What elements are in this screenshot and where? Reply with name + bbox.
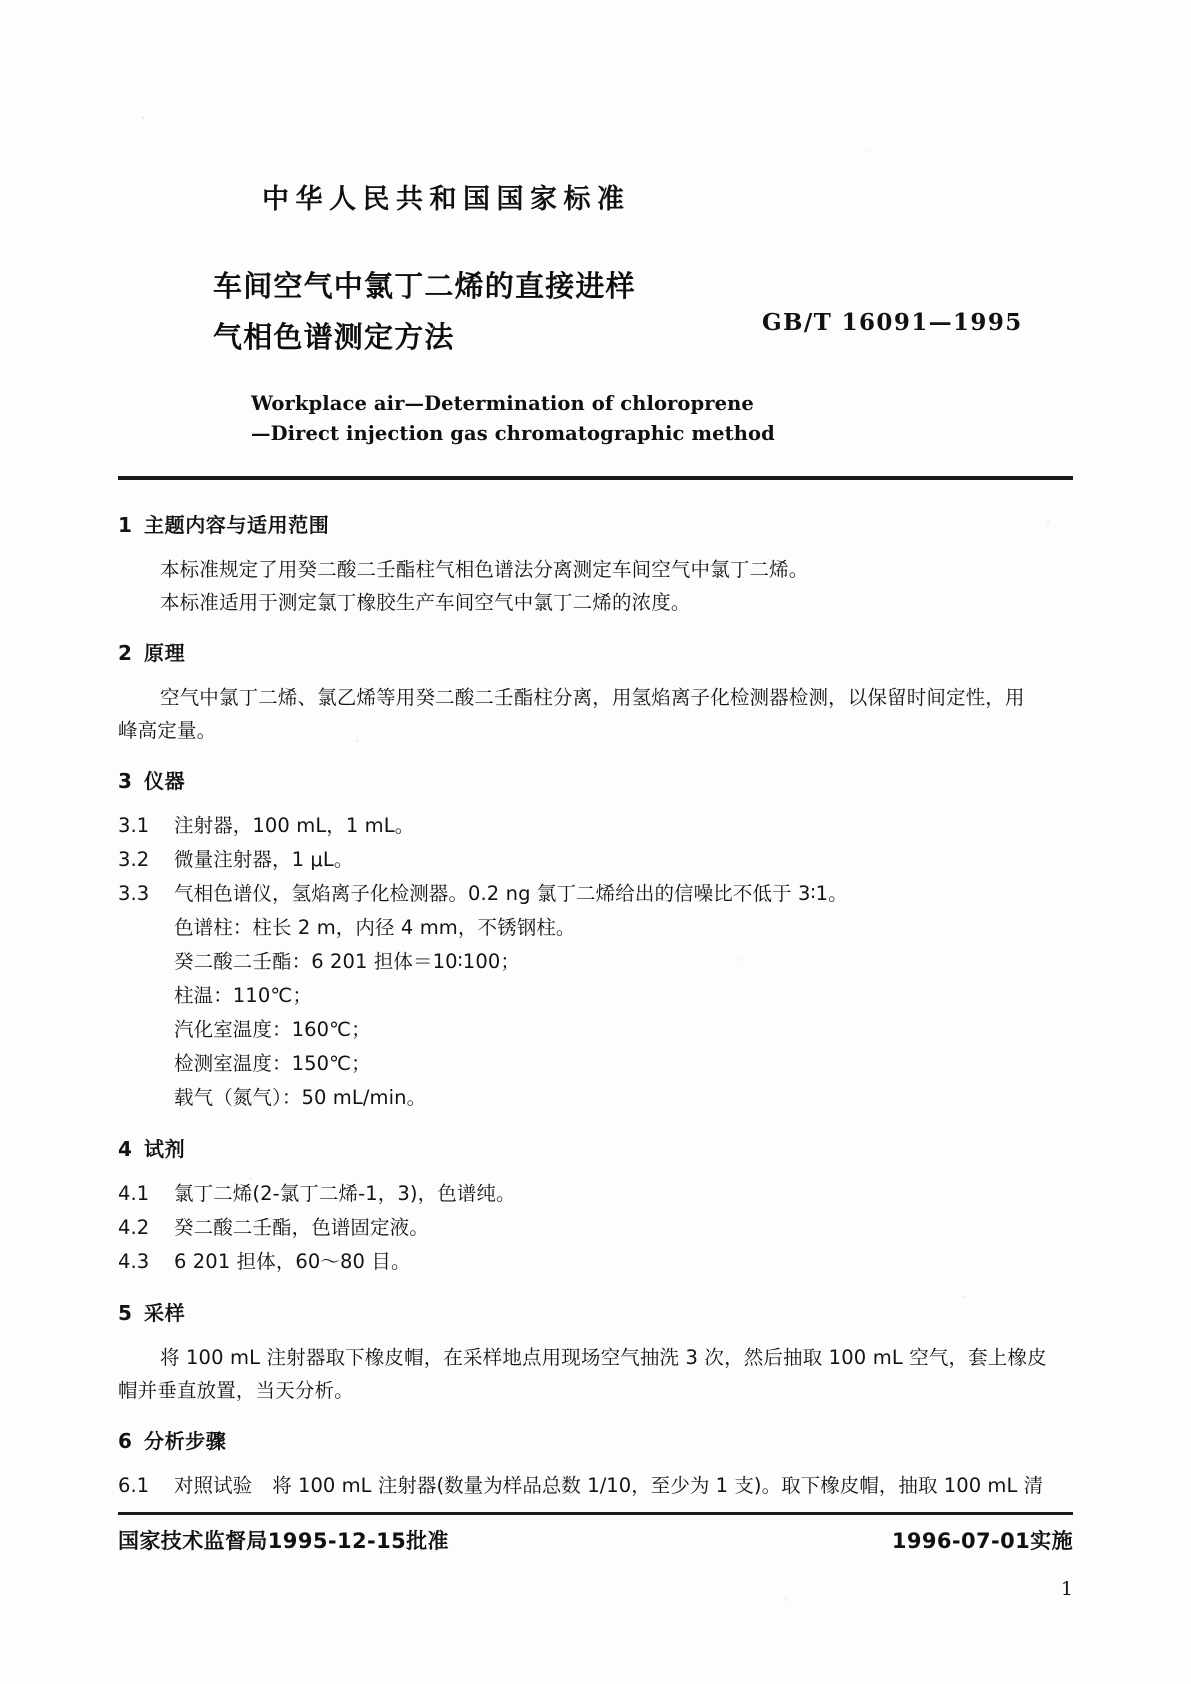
page-title <box>213 261 636 363</box>
clause-4-1 <box>118 1177 1073 1211</box>
clause-6-1-label: 6.1 <box>118 1474 150 1497</box>
section-title-4: 试剂 <box>144 1137 186 1161</box>
header-divider-rule <box>118 476 1073 480</box>
page-title-line-1: 车间空气中氯丁二烯的直接进样 <box>213 269 636 303</box>
clause-3-3-label: 3.3 <box>118 882 150 905</box>
clause-3-3-carrier-gas: 载气（氮气）：50 mL/min。 <box>174 1086 427 1109</box>
section-heading-4 <box>118 1132 1073 1166</box>
section-1-paragraph-1: 本标准规定了用癸二酸二壬酯柱气相色谱法分离测定车间空气中氯丁二烯。 <box>160 558 809 581</box>
clause-3-3-stationary-phase: 癸二酸二壬酯：6 201 担体＝10∶100； <box>174 950 520 973</box>
clause-3-2-text: 微量注射器，1 μL。 <box>174 848 354 871</box>
document-header <box>0 186 1191 449</box>
section-title-6: 分析步骤 <box>144 1429 227 1453</box>
approval-statement: 国家技术监督局1995-12-15批准 <box>118 1529 449 1553</box>
clause-4-1-label: 4.1 <box>118 1182 150 1205</box>
section-number-5: 5 <box>118 1301 133 1325</box>
section-heading-1 <box>118 508 1073 542</box>
clause-4-1-text: 氯丁二烯(2-氯丁二烯-1，3)，色谱纯。 <box>174 1182 516 1205</box>
clause-4-3-label: 4.3 <box>118 1250 150 1273</box>
section-2-paragraph-1: 空气中氯丁二烯、氯乙烯等用癸二酸二壬酯柱分离，用氢焰离子化检测器检测，以保留时间定性，用 <box>160 686 1025 709</box>
clause-4-2-text: 癸二酸二壬酯，色谱固定液。 <box>174 1216 429 1239</box>
clause-3-3 <box>118 877 1073 911</box>
clause-3-3-column-spec: 色谱柱：柱长 2 m，内径 4 mm，不锈钢柱。 <box>174 916 576 939</box>
section-1-paragraph-2: 本标准适用于测定氯丁橡胶生产车间空气中氯丁二烯的浓度。 <box>160 591 691 614</box>
section-title-3: 仪器 <box>144 769 186 793</box>
title-row <box>0 261 1191 367</box>
section-5-paragraph-1: 将 100 mL 注射器取下橡皮帽，在采样地点用现场空气抽洗 3 次，然后抽取 100 mL 空气，套上橡皮 <box>160 1346 1047 1369</box>
page-number: 1 <box>1060 1578 1073 1600</box>
clause-3-3-injector-temperature: 汽化室温度：160℃； <box>174 1018 371 1041</box>
english-title-line-2: —Direct injection gas chromatographic method <box>251 422 775 445</box>
section-title-1: 主题内容与适用范围 <box>144 513 330 537</box>
page-title-line-2: 气相色谱测定方法 <box>213 320 455 354</box>
section-title-2: 原理 <box>144 641 186 665</box>
clause-6-1-text: 将 100 mL 注射器(数量为样品总数 1/10，至少为 1 支)。取下橡皮帽，抽取 100 mL 清 <box>272 1474 1044 1497</box>
section-number-4: 4 <box>118 1137 133 1161</box>
clause-3-3-detector-temperature: 检测室温度：150℃； <box>174 1052 371 1075</box>
clause-4-2-label: 4.2 <box>118 1216 150 1239</box>
section-number-1: 1 <box>118 513 133 537</box>
section-5-paragraph-2: 帽并垂直放置，当天分析。 <box>118 1379 354 1402</box>
document-footer <box>118 1525 1073 1555</box>
standard-number: GB/T 16091—1995 <box>762 309 1023 336</box>
section-heading-5 <box>118 1296 1073 1330</box>
clause-3-1-label: 3.1 <box>118 814 150 837</box>
section-number-2: 2 <box>118 641 133 665</box>
clause-6-1 <box>118 1469 1073 1503</box>
section-title-5: 采样 <box>144 1301 186 1325</box>
clause-4-2 <box>118 1211 1073 1245</box>
clause-4-3-text: 6 201 担体，60～80 目。 <box>174 1250 411 1273</box>
clause-3-3-column-temperature: 柱温：110℃； <box>174 984 312 1007</box>
clause-3-2-label: 3.2 <box>118 848 150 871</box>
section-2-paragraph-2: 峰高定量。 <box>118 719 217 742</box>
section-heading-6 <box>118 1424 1073 1458</box>
clause-3-3-text: 气相色谱仪，氢焰离子化检测器。0.2 ng 氯丁二烯给出的信噪比不低于 3∶1。 <box>174 882 848 905</box>
implementation-date: 1996-07-01实施 <box>891 1529 1073 1553</box>
section-heading-2 <box>118 636 1073 670</box>
document-body <box>118 508 1073 1503</box>
footer-divider-rule <box>118 1512 1073 1515</box>
clause-3-2 <box>118 843 1073 877</box>
section-number-3: 3 <box>118 769 133 793</box>
english-title <box>0 389 1191 449</box>
clause-3-1-text: 注射器，100 mL，1 mL。 <box>174 814 415 837</box>
clause-4-3 <box>118 1245 1073 1279</box>
section-number-6: 6 <box>118 1429 133 1453</box>
clause-6-1-subject: 对照试验 <box>174 1474 253 1497</box>
national-standard-banner: 中华人民共和国国家标准 <box>262 184 631 215</box>
section-heading-3 <box>118 764 1073 798</box>
clause-3-1 <box>118 809 1073 843</box>
english-title-line-1: Workplace air—Determination of chloroprene <box>251 392 754 415</box>
